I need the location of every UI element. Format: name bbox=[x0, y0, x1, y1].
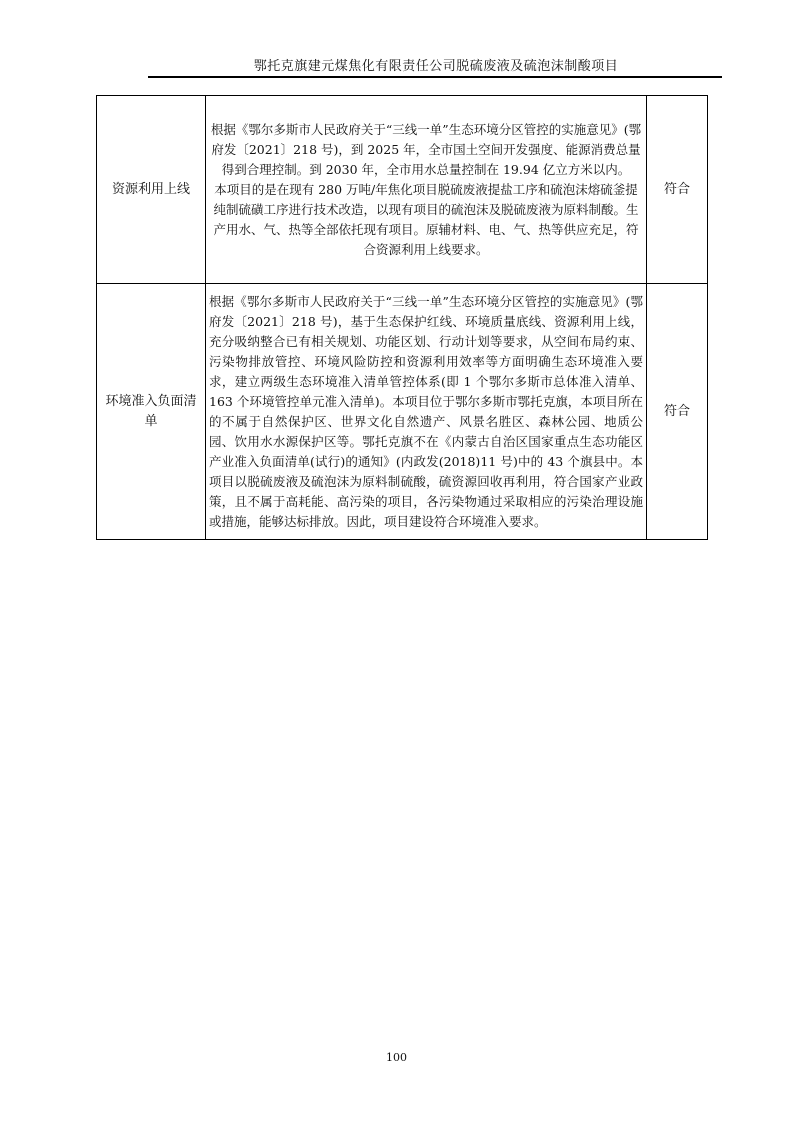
row-label: 资源利用上线 bbox=[111, 181, 190, 197]
row-result-cell bbox=[647, 284, 708, 540]
row-result: 符合 bbox=[663, 403, 690, 419]
row-content-cell bbox=[206, 284, 647, 540]
compliance-table bbox=[96, 95, 708, 540]
row-label-cell bbox=[97, 284, 206, 540]
row-label-cell bbox=[97, 96, 206, 284]
row-paragraph: 根据《鄂尔多斯市人民政府关于“三线一单”生态环境分区管控的实施意见》(鄂府发〔2021〕218 号)，基于生态保护红线、环境质量底线、资源利用上线，充分吸纳整合已有相关规划、功能区划、行动计划等要求，从空间布局约束、污染物排放管控、环境风险防控和资源利用效率等方面明确生态环境准入要求，建立两级生态环境准入清单管控体系(即 1 个鄂尔多斯市总体准入清单、163 个环境管控单元准入清单)。本项目位于鄂尔多斯市鄂托克旗，本项目所在的不属于自然保护区、世界文化自然遗产、风景名胜区、森林公园、地质公园、饮用水水源保护区等。鄂托克旗不在《内蒙古自治区国家重点生态功能区产业准入负面清单(试行)的通知》(内政发(2018)11 号)中的 43 个旗县中。本项目以脱硫废液及硫泡沫为原料制硫酸，硫资源回收再利用，符合国家产业政策，且不属于高耗能、高污染的项目，各污染物通过采取相应的污染治理设施或措施，能够达标排放。因此，项目建设符合环境准入要求。 bbox=[209, 293, 643, 529]
row-paragraph: 本项目的是在现有 280 万吨/年焦化项目脱硫废液提盐工序和硫泡沫熔硫釜提纯制硫磺工序进行技术改造，以现有项目的硫泡沫及脱硫废液为原料制酸。生产用水、气、热等全部依托现有项目。原辅材料、电、气、热等供应充足，符合资源利用上线要求。 bbox=[213, 181, 639, 257]
row-paragraph: 根据《鄂尔多斯市人民政府关于“三线一单”生态环境分区管控的实施意见》(鄂府发〔2021〕218 号)，到 2025 年，全市国土空间开发强度、能源消费总量得到合理控制。到 2030 年，全市用水总量控制在 19.94 亿立方米以内。 bbox=[210, 121, 642, 177]
table-row bbox=[97, 96, 708, 284]
row-result-cell bbox=[647, 96, 708, 284]
document-header-title: 鄂托克旗建元煤焦化有限责任公司脱硫废液及硫泡沫制酸项目 bbox=[253, 59, 619, 74]
header-divider bbox=[148, 76, 722, 78]
table-row bbox=[97, 284, 708, 540]
row-result: 符合 bbox=[663, 181, 690, 197]
row-content-cell bbox=[206, 96, 647, 284]
page-number: 100 bbox=[386, 1051, 407, 1064]
row-label: 环境准入负面清单 bbox=[105, 393, 197, 429]
